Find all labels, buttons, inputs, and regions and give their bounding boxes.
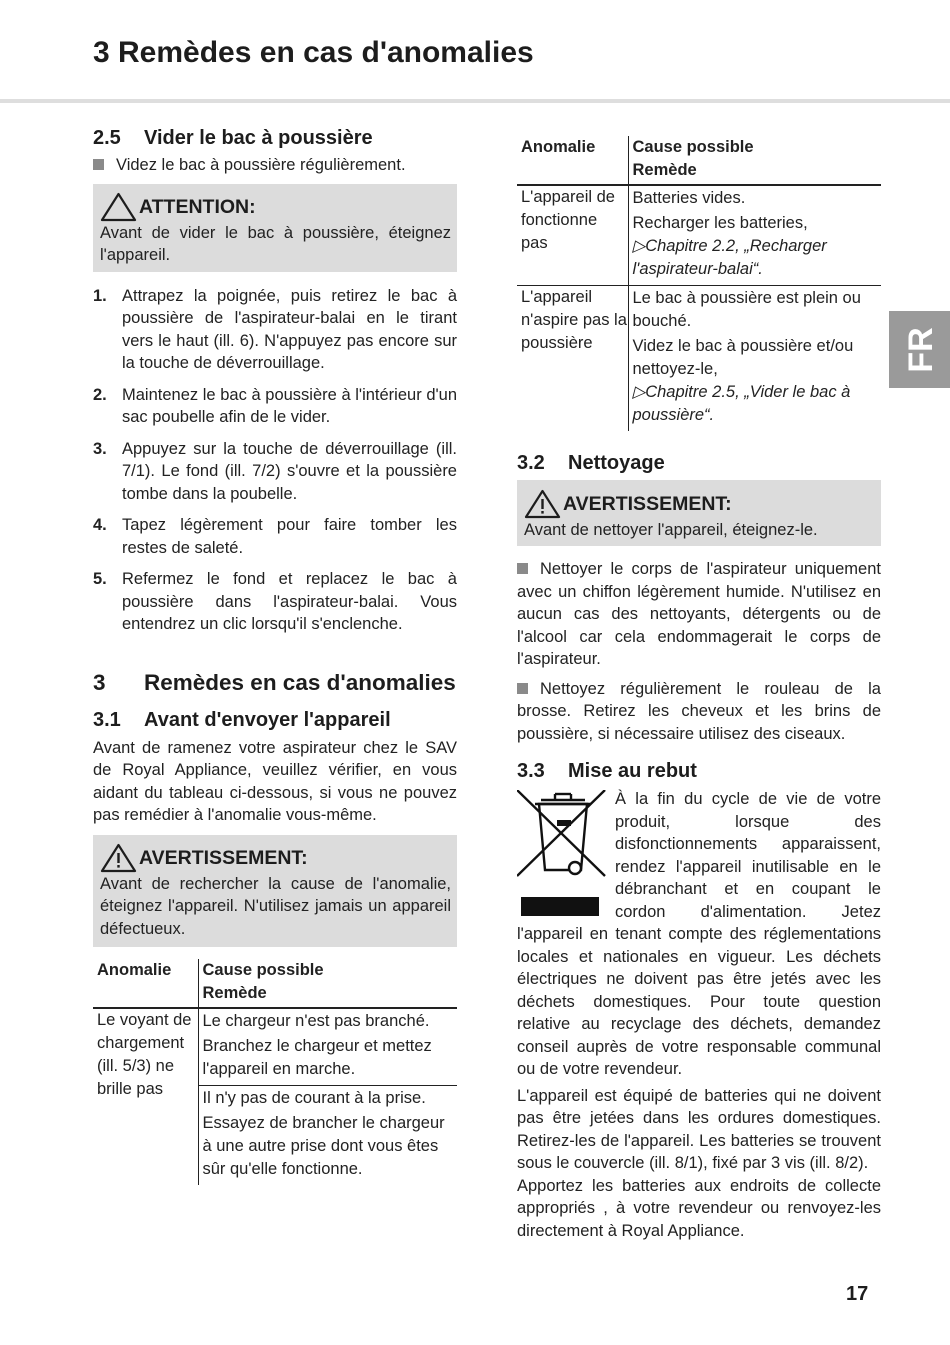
cause-remedy-cell — [198, 1085, 457, 1185]
warning-triangle-icon — [100, 843, 137, 873]
section-3-2-heading — [517, 451, 881, 476]
section-number: 3.1 — [93, 708, 121, 731]
step-number: 4. — [93, 516, 107, 534]
header-cause-remedy — [198, 959, 457, 1008]
troubleshooting-table-left — [93, 959, 457, 1185]
step-item — [93, 514, 457, 559]
weee-crossed-bin-icon — [517, 790, 609, 916]
left-column — [93, 126, 457, 1185]
section-title: Mise au rebut — [568, 760, 697, 782]
section-3-heading — [93, 670, 457, 695]
step-item — [93, 438, 457, 506]
remedy-text: Essayez de brancher le chargeur à une autre prise dont vous êtes sûr qu'elle fonctionne. — [202, 1113, 445, 1178]
header-remedy: Remède — [632, 161, 697, 179]
step-item — [93, 568, 457, 636]
section-3-3-heading — [517, 759, 881, 784]
warning-heading — [100, 843, 451, 873]
step-text: Attrapez la poignée, puis retirez le bac à poussière de l'aspirateur-balai en le tirant vers le haut (ill. 6). N'appuyez pas encore sur la touche de déverrouillage. — [122, 286, 457, 372]
disposal-block — [517, 788, 881, 1081]
bullet-item — [93, 154, 457, 177]
cause-text: Le bac à poussière est plein ou bouché. — [632, 289, 861, 330]
right-column — [517, 136, 881, 1242]
troubleshooting-table-right — [517, 136, 881, 431]
anomaly-cell: L'appareil n'aspire pas la poussière — [521, 288, 627, 352]
remedy-text: Recharger les batteries, — [632, 214, 808, 232]
warning-box — [93, 835, 457, 947]
cause-text: Il n'y pas de courant à la prise. — [202, 1088, 426, 1107]
language-tab — [889, 311, 950, 388]
section-3-1-heading — [93, 708, 457, 733]
step-text: Appuyez sur la touche de déverrouillage (ill. 7/1). Le fond (ill. 7/2) s'ouvre et la poussière tombe dans la poubelle. — [122, 439, 457, 503]
step-item — [93, 285, 457, 375]
section-2-5-heading — [93, 126, 457, 151]
remedy-text: Videz le bac à poussière et/ou nettoyez-le, — [632, 337, 854, 378]
header-anomaly: Anomalie — [517, 136, 628, 185]
cause-remedy-cell — [198, 1008, 457, 1086]
cause-text: Le chargeur n'est pas branché. — [202, 1011, 430, 1030]
step-text: Maintenez le bac à poussière à l'intérieur d'un sac poubelle afin de le vider. — [122, 385, 457, 426]
warning-heading — [524, 489, 875, 519]
attention-label: ATTENTION: — [139, 195, 256, 218]
table-row — [517, 185, 881, 286]
title-rule — [0, 99, 950, 103]
header-remedy: Remède — [202, 983, 267, 1002]
warning-text: Avant de rechercher la cause de l'anomalie, éteignez l'appareil. N'utilisez jamais un appareil défectueux. — [100, 874, 451, 938]
page-title: 3 Remèdes en cas d'anomalies — [93, 36, 534, 69]
language-tab-label: FR — [902, 327, 940, 373]
square-bullet-icon — [517, 683, 528, 694]
section-number: 2.5 — [93, 127, 121, 149]
warning-triangle-icon — [100, 192, 137, 222]
section-number: 3.3 — [517, 760, 545, 782]
table-row — [517, 286, 881, 432]
section-title: Nettoyage — [568, 452, 665, 474]
page-number: 17 — [846, 1283, 869, 1305]
cause-text: Batteries vides. — [632, 189, 746, 207]
header-cause-remedy — [628, 136, 881, 185]
chapter-reference: ▷Chapitre 2.2, „Recharger l'aspirateur-balai“. — [632, 237, 827, 278]
steps-list — [93, 285, 457, 636]
bullet-text: Videz le bac à poussière régulièrement. — [116, 156, 406, 174]
step-number: 5. — [93, 570, 107, 588]
section-number: 3 — [93, 669, 106, 695]
step-number: 2. — [93, 385, 107, 404]
batteries-text: L'appareil est équipé de batteries qui ne doivent pas être jetées dans les ordures domestiques. Retirez-les de l'appareil. Les batteries se trouvent sous le couvercle (ill. 8/1), fixé par 3 vis (ill. 8/2). — [517, 1086, 881, 1172]
section-title: Vider le bac à poussière — [144, 127, 373, 149]
section-number: 3.2 — [517, 452, 545, 474]
table-row — [93, 1008, 457, 1086]
square-bullet-icon — [517, 563, 528, 574]
bullet-item — [517, 558, 881, 671]
anomaly-cell: L'appareil de fonctionne pas — [517, 185, 628, 286]
section-3-1-text: Avant de ramenez votre aspirateur chez le SAV de Royal Appliance, veuillez vérifier, en vous aidant du tableau ci-dessous, si vous ne pouvez pas remédier à l'anomalie vous-même. — [93, 738, 457, 824]
attention-box — [93, 184, 457, 272]
warning-text: Avant de nettoyer l'appareil, éteignez-le. — [524, 521, 818, 539]
bullet-item — [517, 678, 881, 746]
anomaly-cell: Le voyant de chargement (ill. 5/3) ne brille pas — [97, 1010, 192, 1098]
header-cause: Cause possible — [202, 960, 324, 979]
header-anomaly: Anomalie — [93, 959, 198, 1008]
section-title: Remèdes en cas d'anomalies — [144, 669, 456, 695]
table-header-row — [93, 959, 457, 1008]
section-title: Avant d'envoyer l'appareil — [144, 708, 391, 731]
cause-remedy-cell — [628, 185, 881, 286]
warning-triangle-icon — [524, 489, 561, 519]
step-text: Refermez le fond et replacez le bac à poussière dans l'aspirateur-balai. Vous entendrez un clic lorsqu'il s'enclenche. — [122, 570, 457, 633]
warning-label: AVERTISSEMENT: — [563, 493, 732, 515]
attention-heading — [100, 192, 451, 222]
cause-remedy-cell — [628, 286, 881, 432]
square-bullet-icon — [93, 159, 104, 170]
step-number: 1. — [93, 286, 107, 305]
warning-box — [517, 480, 881, 546]
bullet-text: Nettoyer le corps de l'aspirateur uniquement avec un chiffon légèrement humide. N'utilisez en aucun cas des nettoyants, détergents ou de l'alcool car cela endommagerait le corps de l'aspirateur. — [517, 560, 881, 668]
step-text: Tapez légèrement pour faire tomber les restes de saleté. — [122, 516, 457, 557]
chapter-reference: ▷Chapitre 2.5, „Vider le bac à poussière“. — [632, 383, 851, 424]
table-header-row — [517, 136, 881, 185]
warning-label: AVERTISSEMENT: — [139, 846, 308, 869]
step-number: 3. — [93, 439, 107, 458]
bullet-text: Nettoyez régulièrement le rouleau de la brosse. Retirez les cheveux et les brins de poussière, si nécessaire utilisez des ciseaux. — [517, 679, 881, 743]
attention-text: Avant de vider le bac à poussière, éteignez l'appareil. — [100, 223, 451, 264]
collection-text: Apportez les batteries aux endroits de collecte appropriés , à votre revendeur ou renvoyez-les directement à Royal Appliance. — [517, 1176, 881, 1240]
step-item — [93, 384, 457, 429]
remedy-text: Branchez le chargeur et mettez l'appareil en marche. — [202, 1036, 432, 1078]
disposal-text: À la fin du cycle de vie de votre produit, lorsque des disfonctionnements apparaissent, rendez l'appareil inutilisable en le débranchant et en coupant le cordon d'alimentation. Jetez l'appareil en tenant compte des réglementations locales et nationales en vigueur. Les déchets électriques ne doivent pas être jetés avec les déchets domestiques. Pour toute question relative au recyclage des déchets, demandez conseil auprès de votre responsable communal ou de votre revendeur. — [517, 790, 881, 1078]
header-cause: Cause possible — [632, 138, 754, 156]
